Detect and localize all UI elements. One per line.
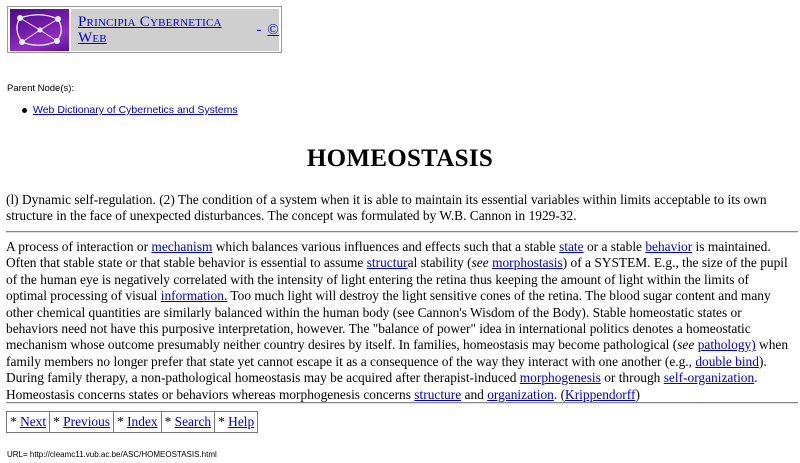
- help-link[interactable]: Help: [228, 414, 255, 429]
- link-mechanism[interactable]: mechanism: [151, 239, 213, 254]
- nav-cell-next: * Next: [7, 412, 50, 432]
- copyright-link[interactable]: ©: [267, 21, 279, 38]
- index-link[interactable]: Index: [127, 414, 158, 429]
- pcp-logo-icon[interactable]: [10, 9, 69, 51]
- link-self-organization[interactable]: self-organization: [663, 370, 755, 386]
- nav-bar: [6, 411, 258, 433]
- link-behavior[interactable]: behavior: [645, 239, 693, 254]
- nav-cell-index: * Index: [114, 412, 162, 432]
- link-krippendorff[interactable]: Krippendorff: [565, 386, 636, 402]
- search-link[interactable]: Search: [174, 414, 212, 429]
- previous-link[interactable]: Previous: [63, 414, 111, 429]
- nav-cell-help: * Help: [218, 414, 255, 429]
- link-morphogenesis[interactable]: morphogenesis: [519, 370, 601, 386]
- parent-node-link[interactable]: Web Dictionary of Cybernetics and Systems: [33, 104, 238, 116]
- link-structure[interactable]: structure: [414, 386, 462, 402]
- divider: [6, 402, 798, 404]
- link-state[interactable]: state: [559, 239, 584, 254]
- link-double-bind[interactable]: double bind: [695, 353, 759, 369]
- site-title-bar: [71, 9, 279, 51]
- site-header: [7, 6, 282, 53]
- next-link[interactable]: Next: [20, 414, 47, 429]
- link-structural[interactable]: structur: [366, 255, 408, 271]
- page-title: HOMEOSTASIS: [306, 145, 494, 172]
- link-information[interactable]: information.: [160, 288, 228, 304]
- link-morphostasis[interactable]: morphostasis: [492, 255, 563, 271]
- title-separator: -: [256, 21, 262, 38]
- link-organization[interactable]: organization: [487, 386, 554, 402]
- site-title-link[interactable]: Principia Cybernetica Web: [78, 13, 222, 46]
- divider: [6, 231, 798, 233]
- nav-cell-previous: * Previous: [50, 412, 114, 432]
- parent-nodes-label: Parent Node(s):: [7, 83, 75, 94]
- bullet-icon: [22, 108, 27, 113]
- link-pathology[interactable]: pathology): [697, 337, 756, 353]
- page-url: URL= http://cleamc11.vub.ac.be/ASC/HOMEOSTASIS.html: [7, 450, 217, 459]
- body-paragraph: A process of interaction or mechanism which balances various influences and effects such that a stable state or a stable behavior is maintained. Often that stable state or that stable behavior is essential to assume structural stability (see morphostasis) of a SYSTEM. E.g., the size of the pupil of the human eye is negatively correlated with the intensity of light entering the retina thus keeping the amount of light within the limits of optimal processing of visual information. Too much light will destroy the light sensitive cones of the retina. The blood sugar content and many other chemical quantities are similarly balanced within the human body (see Cannon's Wisdom of the Body). Stable homeostatic states or behaviors need not have this purposive interpretation, however. The "balance of power" idea in international politics denotes a homeostatic mechanism whose outcome presumably neither country desires by itself. In families, homeostasis may become pathological (see pathology) when family members no longer prefer that state yet cannot escape it as a consequence of the way they interact with one another (e.g., double bind). During family therapy, a non-pathological homeostasis may be acquired after therapist-induced morphogenesis or through self-organization. Homeostasis concerns states or behaviors whereas morphogenesis concerns structure and organization. (Krippendorff): [6, 239, 789, 402]
- nav-cell-search: * Search: [162, 412, 216, 432]
- definition-paragraph: (l) Dynamic self-regulation. (2) The condition of a system when it is able to maintain its essential variables within limits acceptable to its own structure in the face of unexpected disturbances. The concept was formulated by W.B. Cannon in 1929-32.: [6, 192, 767, 224]
- parent-nodes-list: [22, 102, 238, 118]
